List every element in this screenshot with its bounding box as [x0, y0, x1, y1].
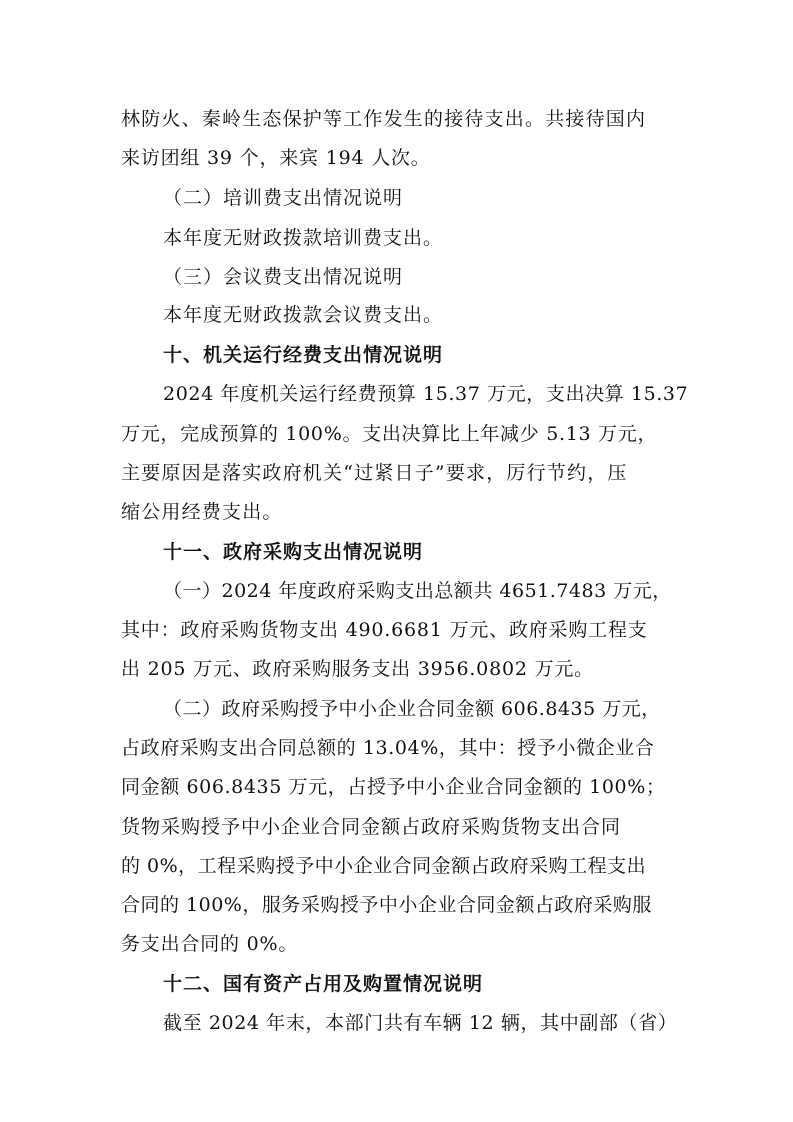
- body-text-line: 本年度无财政拨款会议费支出。: [163, 304, 444, 326]
- subheading-meeting-fee: （三）会议费支出情况说明: [163, 266, 404, 288]
- body-text-line: 的 0%，工程采购授予中小企业合同金额占政府采购工程支出: [121, 855, 647, 877]
- body-text-line: 2024 年度机关运行经费预算 15.37 万元，支出决算 15.37: [163, 383, 689, 405]
- section-heading-10: 十、机关运行经费支出情况说明: [163, 344, 444, 366]
- body-text-line: （二）政府采购授予中小企业合同金额 606.8435 万元，: [163, 698, 661, 720]
- subheading-training-fee: （二）培训费支出情况说明: [163, 187, 404, 209]
- body-text-line: 截至 2024 年末，本部门共有车辆 12 辆，其中副部（省）: [163, 1012, 678, 1034]
- body-text-line: 主要原因是落实政府机关“过紧日子”要求，厉行节约，压: [121, 462, 628, 484]
- body-text-line: 占政府采购支出合同总额的 13.04%，其中：授予小微企业合: [121, 737, 655, 759]
- body-text-line: 其中：政府采购货物支出 490.6681 万元、政府采购工程支: [121, 619, 648, 641]
- section-heading-12: 十二、国有资产占用及购置情况说明: [163, 973, 484, 995]
- body-text-line: 同金额 606.8435 万元，占授予中小企业合同金额的 100%；: [121, 776, 666, 798]
- body-text-line: 万元，完成预算的 100%。支出决算比上年减少 5.13 万元，: [121, 423, 658, 445]
- body-text-line: 林防火、秦岭生态保护等工作发生的接待支出。共接待国内: [121, 108, 647, 130]
- section-heading-11: 十一、政府采购支出情况说明: [163, 541, 424, 563]
- body-text-line: 出 205 万元、政府采购服务支出 3956.0802 万元。: [121, 658, 594, 680]
- body-text-line: 缩公用经费支出。: [121, 501, 283, 523]
- body-text-line: 来访团组 39 个，来宾 194 人次。: [121, 147, 431, 169]
- body-text-line: 本年度无财政拨款培训费支出。: [163, 227, 444, 249]
- body-text-line: 货物采购授予中小企业合同金额占政府采购货物支出合同: [121, 816, 622, 838]
- body-text-line: 合同的 100%，服务采购授予中小企业合同金额占政府采购服: [121, 894, 652, 916]
- body-text-line: （一）2024 年度政府采购支出总额共 4651.7483 万元，: [163, 580, 672, 602]
- body-text-line: 务支出合同的 0%。: [121, 933, 299, 955]
